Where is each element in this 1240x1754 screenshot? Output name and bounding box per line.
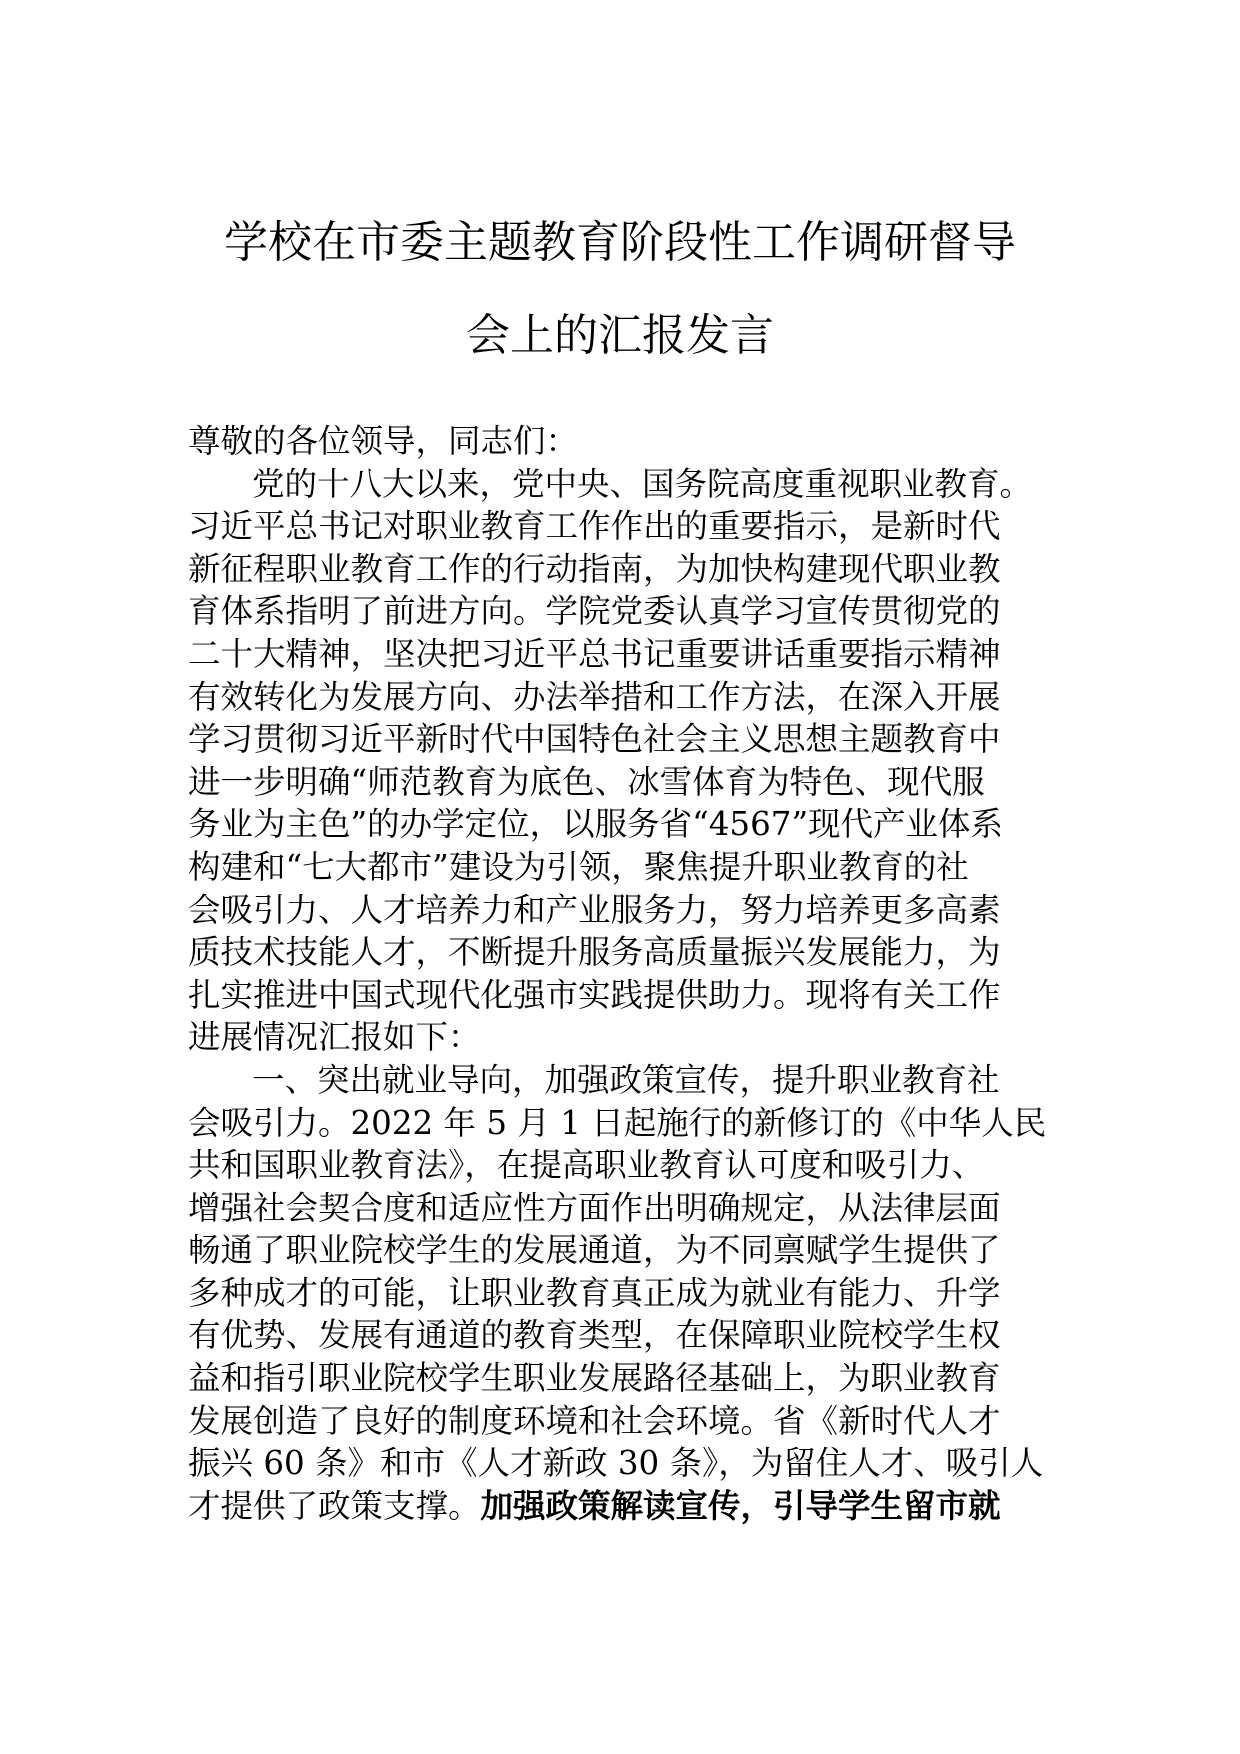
paragraph-2-last-line: [188, 1485, 1058, 1528]
paragraph-2-line: 多种成才的可能，让职业教育真正成为就业有能力、升学: [188, 1273, 1001, 1312]
paragraph-1-line: 进一步明确“师范教育为底色、冰雪体育为特色、现代服: [188, 762, 985, 801]
paragraph-2-line: 有优势、发展有通道的教育类型，在保障职业院校学生权: [188, 1316, 1001, 1355]
document-title-line-2: 会上的汇报发言: [466, 310, 774, 361]
paragraph-1-line: 二十大精神，坚决把习近平总书记重要讲话重要指示精神: [188, 634, 1001, 673]
paragraph-2-line: 增强社会契合度和适应性方面作出明确规定，从法律层面: [188, 1188, 1001, 1227]
paragraph-1-line: 会吸引力、人才培养力和产业服务力，努力培养更多高素: [188, 890, 1001, 929]
paragraph-2-line: 发展创造了良好的制度环境和社会环境。省《新时代人才: [188, 1401, 1001, 1440]
paragraph-2-line: 畅通了职业院校学生的发展通道，为不同禀赋学生提供了: [188, 1231, 1001, 1270]
salutation: 尊敬的各位领导，同志们：: [188, 422, 579, 460]
paragraph-1-line: 扎实推进中国式现代化强市实践提供助力。现将有关工作: [188, 975, 1001, 1014]
document-body: [188, 420, 1058, 1527]
paragraph-2-line: 益和指引职业院校学生职业发展路径基础上，为职业教育: [188, 1359, 1001, 1398]
section-1-heading: 一、突出就业导向，加强政策宣传，提升职业教育社: [252, 1060, 1000, 1099]
paragraph-1-line: 构建和“七大都市”建设为引领，聚焦提升职业教育的社: [188, 847, 969, 886]
document-title-line-1: 学校在市委主题教育阶段性工作调研督导: [224, 217, 1016, 268]
paragraph-1-line: 务业为主色”的办学定位，以服务省“4567”现代产业体系: [188, 805, 1004, 844]
paragraph-1-line: 学习贯彻习近平新时代中国特色社会主义思想主题教育中: [188, 720, 1001, 759]
paragraph-1-line: 有效转化为发展方向、办法举措和工作方法，在深入开展: [188, 677, 1001, 716]
paragraph-1-line: 党的十八大以来，党中央、国务院高度重视职业教育。: [252, 464, 1033, 503]
paragraph-1-line: 质技术技能人才，不断提升服务高质量振兴发展能力，为: [188, 933, 1001, 972]
paragraph-2-line: 振兴 60 条》和市《人才新政 30 条》，为留住人才、吸引人: [188, 1444, 1044, 1483]
paragraph-2-text: 才提供了政策支撑。: [188, 1486, 481, 1525]
paragraph-1-line: 进展情况汇报如下：: [188, 1018, 481, 1057]
paragraph-2-line: 共和国职业教育法》，在提高职业教育认可度和吸引力、: [188, 1146, 985, 1185]
paragraph-1-line: 育体系指明了前进方向。学院党委认真学习宣传贯彻党的: [188, 592, 1001, 631]
paragraph-2-bold-text: 加强政策解读宣传，引导学生留市就: [480, 1485, 1001, 1525]
paragraph-1-line: 习近平总书记对职业教育工作作出的重要指示，是新时代: [188, 507, 1001, 546]
paragraph-2-line: 会吸引力。2022 年 5 月 1 日起施行的新修订的《中华人民: [188, 1103, 1047, 1142]
paragraph-1-line: 新征程职业教育工作的行动指南，为加快构建现代职业教: [188, 549, 1001, 588]
